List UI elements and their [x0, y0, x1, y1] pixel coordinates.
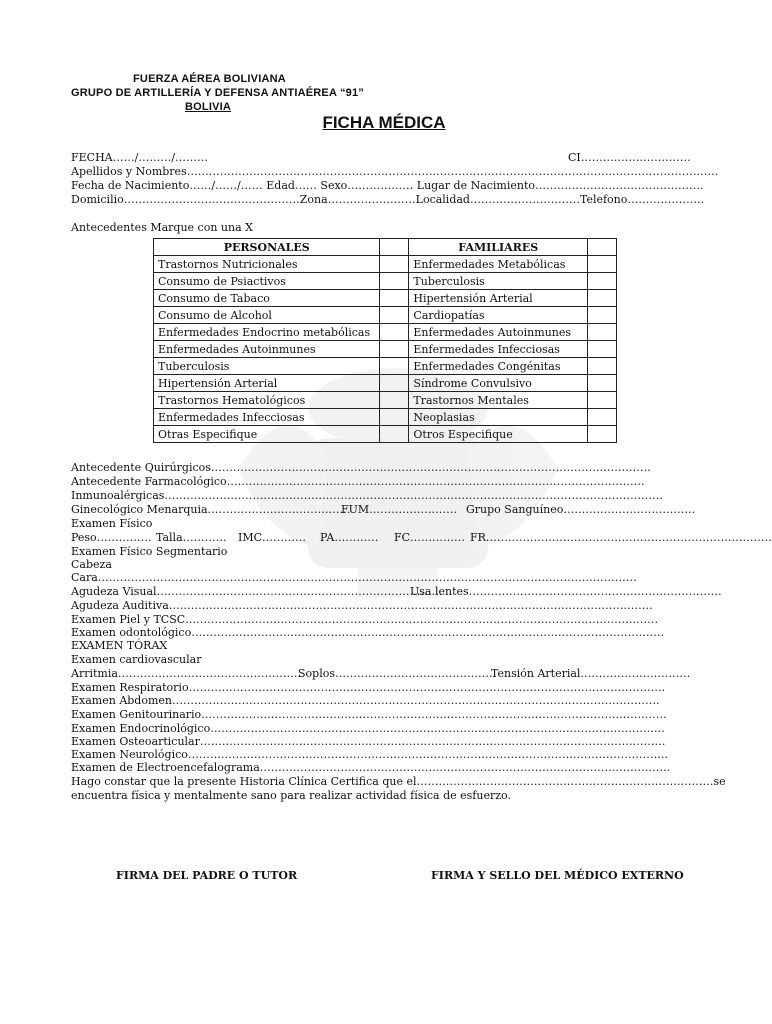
firma-padre-label: FIRMA DEL PADRE O TUTOR: [116, 869, 298, 882]
vitals-row: [71, 531, 772, 544]
personal-item: Consumo de Alcohol: [154, 307, 380, 324]
certificacion-text: encuentra física y mentalmente sano para realizar actividad física de esfuerzo.: [71, 789, 511, 802]
agudeza-auditiva-field[interactable]: Agudeza Auditiva……………………………………………………………………………………………………………………: [71, 599, 653, 612]
institution-name: FUERZA AÉREA BOLIVIANA: [133, 73, 286, 85]
cardio-row: [71, 667, 696, 680]
checkbox-cell[interactable]: [588, 256, 617, 273]
familiar-item: Hipertensión Arterial: [409, 290, 588, 307]
neurologico-field[interactable]: Examen Neurológico…………………………………………………………………………………………………………………..: [71, 748, 668, 761]
page-title: FICHA MÉDICA: [322, 113, 446, 132]
inmunoalergicas-field[interactable]: Inmunoalérgicas……………………………………………………………………………………………………………………….: [71, 489, 663, 502]
personal-item: Trastornos Nutricionales: [154, 256, 380, 273]
checkbox-cell[interactable]: [380, 273, 409, 290]
group-name: GRUPO DE ARTILLERÍA Y DEFENSA ANTIAÉREA “91”: [71, 87, 365, 99]
checkbox-cell[interactable]: [588, 358, 617, 375]
checkbox-cell[interactable]: [380, 358, 409, 375]
fc-field[interactable]: FC……………: [394, 531, 466, 544]
table-row: [154, 273, 617, 290]
familiares-check-header: [588, 239, 617, 256]
familiar-item: Enfermedades Congénitas: [409, 358, 588, 375]
checkbox-cell[interactable]: [588, 290, 617, 307]
familiar-item: Neoplasias: [409, 409, 588, 426]
fum-field[interactable]: FUM……………………: [341, 503, 458, 516]
table-row: [154, 375, 617, 392]
table-row: [154, 290, 617, 307]
arritmia-field[interactable]: Arritmia…………………………………………..: [71, 667, 301, 680]
familiar-item: Trastornos Mentales: [409, 392, 588, 409]
table-row: [154, 358, 617, 375]
pa-field[interactable]: PA…………: [320, 531, 379, 544]
familiares-header: FAMILIARES: [409, 239, 588, 256]
table-row: [154, 256, 617, 273]
familiar-item: Cardiopatías: [409, 307, 588, 324]
fecha-nacimiento-field[interactable]: Fecha de Nacimiento……/……/…… Edad…… Sexo……………… Lugar de Nacimiento……………………………………….: [71, 179, 704, 192]
familiar-item: Enfermedades Infecciosas: [409, 341, 588, 358]
ci-field[interactable]: CI…………………………: [568, 151, 691, 164]
firma-medico-label: FIRMA Y SELLO DEL MÉDICO EXTERNO: [431, 869, 684, 882]
table-row: [154, 341, 617, 358]
cabeza-label: Cabeza: [71, 558, 112, 571]
imc-field[interactable]: IMC…………: [238, 531, 307, 544]
checkbox-cell[interactable]: [588, 307, 617, 324]
genitourinario-field[interactable]: Examen Genitourinario……………………………………………………………………………………………………………….: [71, 708, 667, 721]
country-name: BOLIVIA: [185, 101, 232, 113]
table-row: [154, 324, 617, 341]
checkbox-cell[interactable]: [380, 341, 409, 358]
antecedentes-label: Antecedentes Marque con una X: [71, 221, 253, 234]
fecha-row: [71, 151, 696, 164]
personales-header: PERSONALES: [154, 239, 380, 256]
fr-field[interactable]: FR……………………………………………………………………: [470, 531, 772, 544]
checkbox-cell[interactable]: [380, 324, 409, 341]
checkbox-cell[interactable]: [380, 409, 409, 426]
table-row: [154, 307, 617, 324]
ginecologico-row: [71, 503, 696, 516]
peso-field[interactable]: Peso……………: [71, 531, 152, 544]
checkbox-cell[interactable]: [588, 409, 617, 426]
soplos-field[interactable]: Soplos……………………………………..: [298, 667, 496, 680]
torax-label: EXAMEN TÓRAX: [71, 639, 168, 652]
electroencefalograma-field[interactable]: Examen de Electroencefalograma………………………………………………………………………………………………….: [71, 761, 671, 774]
fecha-field[interactable]: FECHA……/………/………: [71, 151, 209, 164]
segmentario-label: Examen Físico Segmentario: [71, 545, 228, 558]
personal-item: Consumo de Tabaco: [154, 290, 380, 307]
personal-item: Enfermedades Infecciosas: [154, 409, 380, 426]
checkbox-cell[interactable]: [380, 375, 409, 392]
quirurgicos-field[interactable]: Antecedente Quirúrgicos…………………………………………………………………………………………………………: [71, 461, 651, 474]
checkbox-cell[interactable]: [380, 307, 409, 324]
familiar-item: Otros Especifique: [409, 426, 588, 443]
cardiovascular-label: Examen cardiovascular: [71, 653, 202, 666]
respiratorio-field[interactable]: Examen Respiratorio………………………………………………………………………………………………………………….: [71, 681, 666, 694]
menarquia-field[interactable]: Ginecológico Menarquia…………………………………: [71, 503, 351, 516]
personal-item: Hipertensión Arterial: [154, 375, 380, 392]
osteoarticular-field[interactable]: Examen Osteoarticular……………………………………………………………………………………………………………….: [71, 735, 666, 748]
checkbox-cell[interactable]: [380, 392, 409, 409]
familiar-item: Síndrome Convulsivo: [409, 375, 588, 392]
talla-field[interactable]: Talla…………: [156, 531, 227, 544]
table-row: [154, 409, 617, 426]
odontologico-field[interactable]: Examen odontológico…………………………………………………………………………………………………………………: [71, 626, 665, 639]
certificacion-field[interactable]: Hago constar que la presente Historia Clínica Certifica que el………………………………………………………………………se: [71, 775, 726, 788]
apellidos-field[interactable]: Apellidos y Nombres……………………………………………………………………………………………………………………………….: [71, 165, 719, 178]
familiar-item: Enfermedades Autoinmunes: [409, 324, 588, 341]
familiar-item: Enfermedades Metabólicas: [409, 256, 588, 273]
checkbox-cell[interactable]: [588, 341, 617, 358]
checkbox-cell[interactable]: [588, 426, 617, 443]
tension-arterial-field[interactable]: Tensión Arterial…………………………: [491, 667, 691, 680]
endocrinologico-field[interactable]: Examen Endocrinológico…………………………………………………………………………………………………………….: [71, 722, 665, 735]
checkbox-cell[interactable]: [588, 273, 617, 290]
checkbox-cell[interactable]: [380, 426, 409, 443]
agudeza-visual-field[interactable]: Agudeza Visual……………………………………………………………………: [71, 585, 443, 598]
agudeza-row: [71, 585, 722, 598]
domicilio-field[interactable]: Domicilio…………………………………………Zona……………………Localidad…………………………Telefono…………………: [71, 193, 705, 206]
personal-item: Enfermedades Endocrino metabólicas: [154, 324, 380, 341]
personal-item: Enfermedades Autoinmunes: [154, 341, 380, 358]
checkbox-cell[interactable]: [380, 290, 409, 307]
personal-item: Otras Especifique: [154, 426, 380, 443]
checkbox-cell[interactable]: [380, 256, 409, 273]
personales-check-header: [380, 239, 409, 256]
checkbox-cell[interactable]: [588, 324, 617, 341]
table-row: [154, 426, 617, 443]
antecedentes-table: [153, 238, 617, 443]
personal-item: Tuberculosis: [154, 358, 380, 375]
table-header-row: [154, 239, 617, 256]
grupo-sanguineo-field[interactable]: Grupo Sanguíneo………………………………: [466, 503, 696, 516]
examen-fisico-label: Examen Físico: [71, 517, 153, 530]
personal-item: Consumo de Psiactivos: [154, 273, 380, 290]
table-row: [154, 392, 617, 409]
familiar-item: Tuberculosis: [409, 273, 588, 290]
cara-field[interactable]: Cara…………………………………………………………………………………………………………………………………: [71, 571, 637, 584]
piel-field[interactable]: Examen Piel y TCSC…………………………………………………………………………………………………………………: [71, 613, 659, 626]
usa-lentes-field[interactable]: Usa lentes……………………………………………………………: [410, 585, 722, 598]
checkbox-cell[interactable]: [588, 392, 617, 409]
personal-item: Trastornos Hematológicos: [154, 392, 380, 409]
checkbox-cell[interactable]: [588, 375, 617, 392]
abdomen-field[interactable]: Examen Abdomen…………………………………………………………………………………………………………………….: [71, 694, 660, 707]
farmacologico-field[interactable]: Antecedente Farmacológico……………………………………………………………………………………………………: [71, 475, 645, 488]
